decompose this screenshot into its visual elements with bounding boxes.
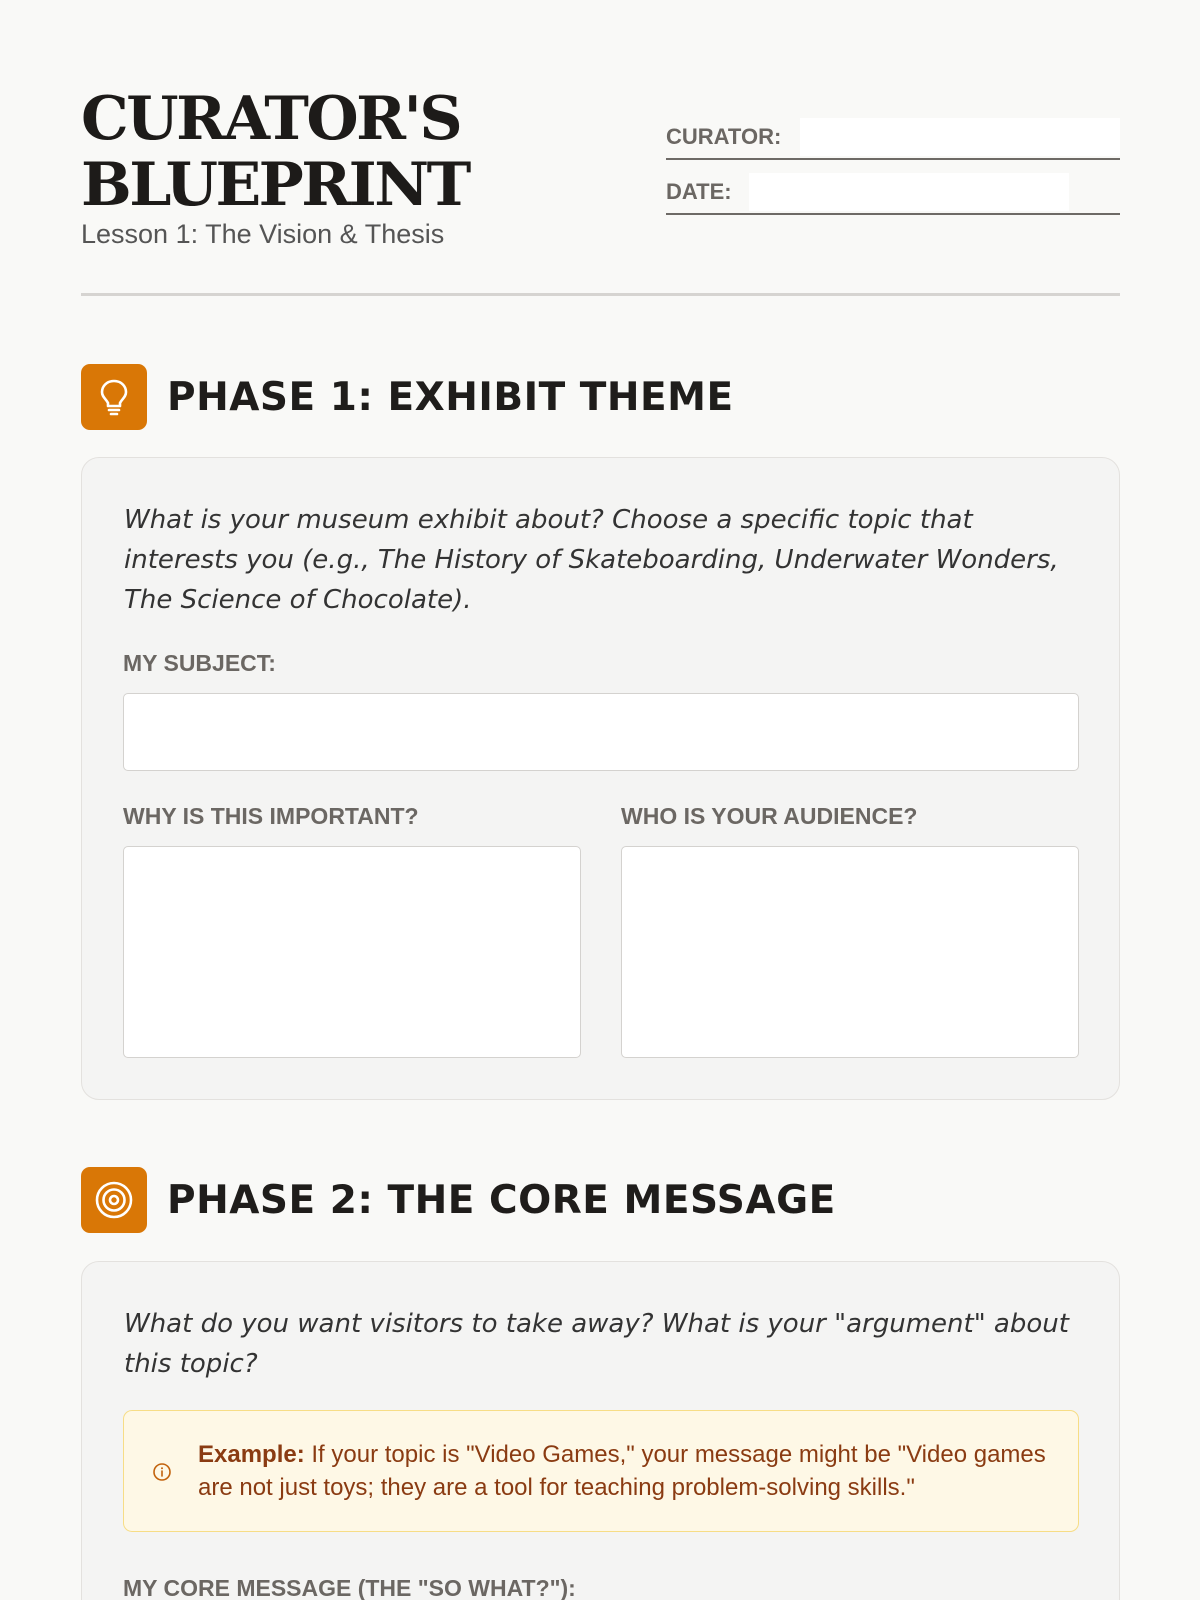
phase2-heading bbox=[81, 1167, 836, 1233]
curator-label: CURATOR: bbox=[666, 124, 782, 149]
subject-label: MY SUBJECT: bbox=[123, 650, 276, 676]
phase1-prompt: What is your museum exhibit about? Choose a specific topic that interests you (e.g., The History of Skateboarding, Underwater Wonders, The Science of Chocolate). bbox=[124, 505, 1059, 615]
date-input[interactable] bbox=[749, 173, 1069, 211]
meta-fields bbox=[666, 118, 1120, 228]
lightbulb-icon bbox=[81, 364, 147, 430]
core-message-label: MY CORE MESSAGE (THE "SO WHAT?"): bbox=[123, 1575, 576, 1600]
example-body: If your topic is "Video Games," your message might be "Video games are not just toys; they are a tool for teaching problem-solving skills." bbox=[198, 1441, 1046, 1501]
title-line-1: CURATOR'S bbox=[81, 84, 461, 154]
phase2-prompt: What do you want visitors to take away? What is your "argument" about this topic? bbox=[124, 1309, 1069, 1379]
phase2-card bbox=[81, 1261, 1120, 1600]
phase1-heading bbox=[81, 364, 734, 430]
example-text bbox=[198, 1438, 1058, 1504]
target-icon bbox=[81, 1167, 147, 1233]
phase1-title: PHASE 1: EXHIBIT THEME bbox=[167, 374, 734, 420]
curator-input[interactable] bbox=[800, 118, 1120, 156]
lesson-subtitle: Lesson 1: The Vision & Thesis bbox=[81, 219, 445, 249]
curator-row bbox=[666, 118, 1120, 160]
example-label: Example: bbox=[198, 1441, 305, 1468]
worksheet-title bbox=[81, 86, 469, 218]
info-icon bbox=[152, 1462, 172, 1487]
phase1-card bbox=[81, 457, 1120, 1100]
audience-textarea[interactable] bbox=[621, 846, 1079, 1058]
date-label: DATE: bbox=[666, 179, 732, 204]
phase2-title: PHASE 2: THE CORE MESSAGE bbox=[167, 1177, 836, 1223]
worksheet-header bbox=[81, 0, 1120, 296]
title-line-2: BLUEPRINT bbox=[81, 150, 469, 220]
worksheet-page bbox=[81, 0, 1120, 1600]
audience-label: WHO IS YOUR AUDIENCE? bbox=[621, 803, 918, 829]
date-row bbox=[666, 173, 1120, 215]
subject-input[interactable] bbox=[123, 693, 1079, 771]
important-label: WHY IS THIS IMPORTANT? bbox=[123, 803, 419, 829]
important-textarea[interactable] bbox=[123, 846, 581, 1058]
example-callout bbox=[123, 1410, 1079, 1532]
